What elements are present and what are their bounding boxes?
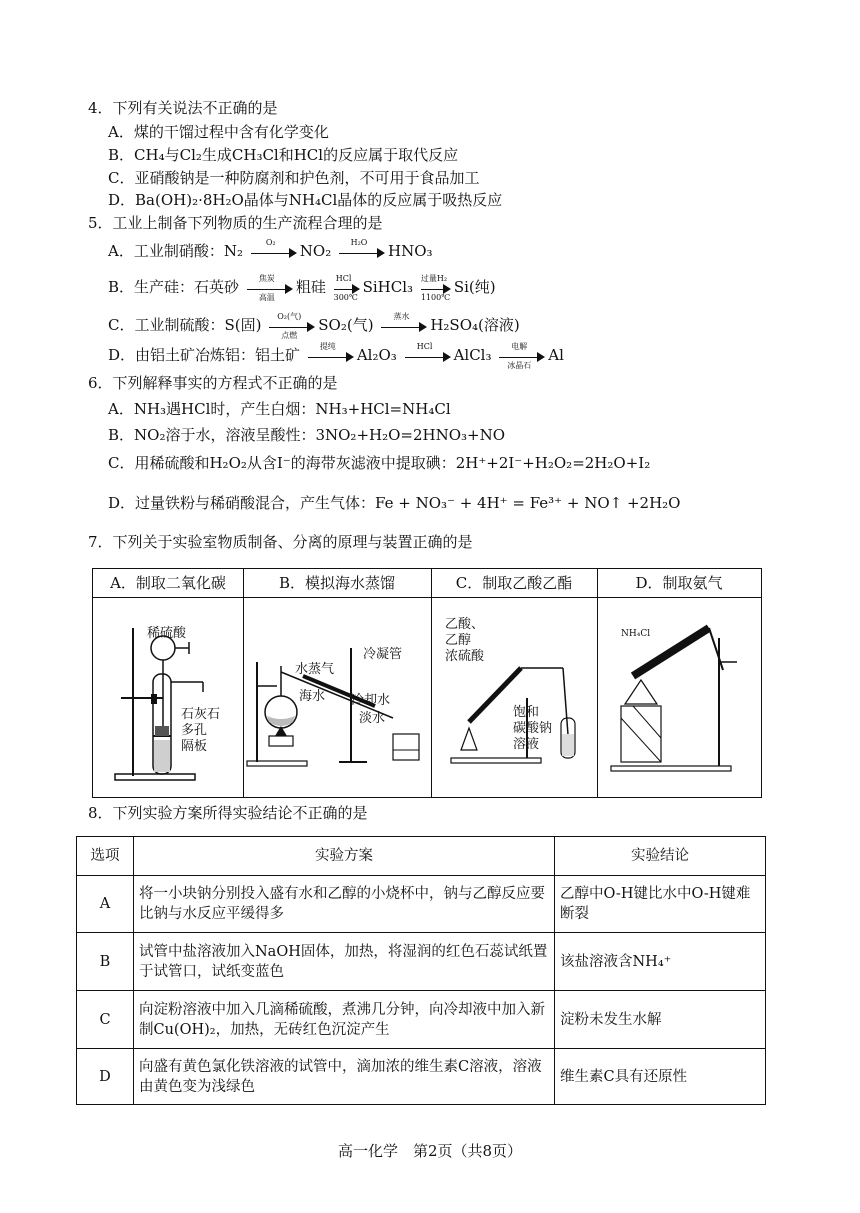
label-ethanol: 乙醇 — [445, 633, 472, 648]
apparatus-header-d: D．制取氨气 — [597, 569, 761, 598]
question-6-option-d: D．过量铁粉与稀硝酸混合，产生气体：Fe + NO₃⁻ + 4H⁺ = Fe³⁺ + NO↑ +2H₂O — [108, 494, 681, 512]
reaction-arrow: 电解 冰晶石 — [499, 349, 545, 363]
question-6-option-b: B．NO₂溶于水，溶液呈酸性：3NO₂+H₂O=2HNO₃+NO — [108, 426, 506, 444]
row-conclusion: 该盐溶液含NH₄⁺ — [555, 933, 766, 991]
reaction-arrow: HCl 300℃ — [333, 274, 358, 302]
apparatus-header-b: B．模拟海水蒸馏 — [243, 569, 431, 598]
question-6-option-c: C．用稀硫酸和H₂O₂从含I⁻的海带灰滤液中提取碘：2H⁺+2I⁻+H₂O₂=2H₂O+I₂ — [108, 454, 651, 472]
table-row — [77, 991, 766, 1049]
apparatus-header-c: C．制取乙酸乙酯 — [431, 569, 597, 598]
row-option: C — [77, 991, 134, 1049]
row-conclusion: 维生素C具有还原性 — [555, 1049, 766, 1105]
question-4-stem: 4．下列有关说法不正确的是 — [88, 99, 278, 117]
header-conclusion: 实验结论 — [555, 837, 766, 876]
reaction-arrow: HCl — [405, 349, 451, 363]
question-5-option-d: D．由铝土矿冶炼铝：铝土矿 提纯 Al₂O₃ HCl AlCl₃ 电解 冰晶石 Al — [108, 342, 564, 370]
question-5-option-b: B．生产硅：石英砂 焦炭 高温 粗硅 HCl 300℃ SiHCl₃ 过量H₂ 1100℃ Si(纯) — [108, 274, 496, 302]
row-plan: 将一小块钠分别投入盛有水和乙醇的小烧杯中，钠与乙醇反应要比钠与水反应平缓得多 — [134, 876, 555, 933]
label-seawater: 海水 — [299, 689, 326, 704]
label-steam: 水蒸气 — [295, 662, 335, 677]
reaction-arrow: 提纯 — [308, 349, 354, 363]
label-saturated: 饱和 — [513, 705, 540, 720]
reaction-arrow: 过量H₂ 1100℃ — [420, 274, 451, 302]
question-8-stem: 8．下列实验方案所得实验结论不正确的是 — [88, 804, 368, 822]
row-plan: 试管中盐溶液加入NaOH固体，加热，将湿润的红色石蕊试纸置于试管口，试纸变蓝色 — [134, 933, 555, 991]
table-row — [77, 933, 766, 991]
question-4-option-d: D．Ba(OH)₂·8H₂O晶体与NH₄Cl晶体的反应属于吸热反应 — [108, 191, 503, 209]
question-5-option-a: A．工业制硝酸：N₂ O₂ NO₂ H₂O HNO₃ — [108, 238, 433, 260]
question-4-option-a: A．煤的干馏过程中含有化学变化 — [108, 123, 329, 141]
table-row — [77, 876, 766, 933]
label-fresh-water: 淡水 — [359, 711, 386, 726]
label-ammonium-chloride: NH₄Cl — [621, 629, 651, 639]
question-5-option-c: C．工业制硫酸：S(固) O₂(气) 点燃 SO₂(气) 蒸水 H₂SO₄(溶液) — [108, 312, 520, 340]
distillation-apparatus-drawing — [243, 598, 431, 797]
reaction-arrow: 焦炭 高温 — [247, 281, 293, 295]
question-4-option-b: B．CH₄与Cl₂生成CH₃Cl和HCl的反应属于取代反应 — [108, 146, 459, 164]
question-4-option-c: C．亚硝酸钠是一种防腐剂和护色剂，不可用于食品加工 — [108, 169, 480, 187]
table-header-row — [77, 837, 766, 876]
label-cooling-water: 冷却水 — [351, 693, 391, 708]
apparatus-col-d — [597, 569, 761, 797]
question-6-option-a: A．NH₃遇HCl时，产生白烟：NH₃+HCl=NH₄Cl — [108, 400, 451, 418]
row-option: D — [77, 1049, 134, 1105]
label-conc-sulfuric: 浓硫酸 — [445, 649, 485, 664]
row-conclusion: 乙醇中O-H键比水中O-H键难断裂 — [555, 876, 766, 933]
page-footer: 高一化学 第2页（共8页） — [337, 1142, 523, 1160]
row-conclusion: 淀粉未发生水解 — [555, 991, 766, 1049]
row-option: B — [77, 933, 134, 991]
label-sodium-carbonate: 碳酸钠 — [513, 721, 553, 736]
table-row — [77, 1049, 766, 1105]
row-plan: 向淀粉溶液中加入几滴稀硫酸，煮沸几分钟，向冷却液中加入新制Cu(OH)₂，加热，无砖红色沉淀产生 — [134, 991, 555, 1049]
question-7-stem: 7．下列关于实验室物质制备、分离的原理与装置正确的是 — [88, 533, 473, 551]
label-condenser: 冷凝管 — [363, 647, 403, 662]
apparatus-table — [92, 568, 762, 798]
reaction-arrow: O₂(气) 点燃 — [269, 319, 315, 333]
reaction-arrow: 蒸水 — [381, 319, 427, 333]
apparatus-col-b — [243, 569, 432, 797]
row-plan: 向盛有黄色氯化铁溶液的试管中，滴加浓的维生素C溶液，溶液由黄色变为浅绿色 — [134, 1049, 555, 1105]
row-option: A — [77, 876, 134, 933]
label-acetic-acid: 乙酸、 — [445, 617, 485, 632]
label-partition: 隔板 — [181, 739, 208, 754]
reaction-arrow: O₂ — [251, 245, 297, 259]
question-5-stem: 5．工业上制备下列物质的生产流程合理的是 — [88, 214, 383, 232]
experiment-table — [76, 836, 766, 1105]
reaction-arrow: H₂O — [339, 245, 385, 259]
label-porous: 多孔 — [181, 723, 208, 738]
apparatus-col-c — [431, 569, 598, 797]
apparatus-header-a: A．制取二氧化碳 — [93, 569, 243, 598]
label-dilute-sulfuric-acid: 稀硫酸 — [147, 626, 187, 641]
label-limestone: 石灰石 — [181, 707, 221, 722]
question-6-stem: 6．下列解释事实的方程式不正确的是 — [88, 374, 338, 392]
header-plan: 实验方案 — [134, 837, 555, 876]
header-option: 选项 — [77, 837, 134, 876]
apparatus-col-a — [93, 569, 244, 797]
label-solution: 溶液 — [513, 737, 540, 752]
